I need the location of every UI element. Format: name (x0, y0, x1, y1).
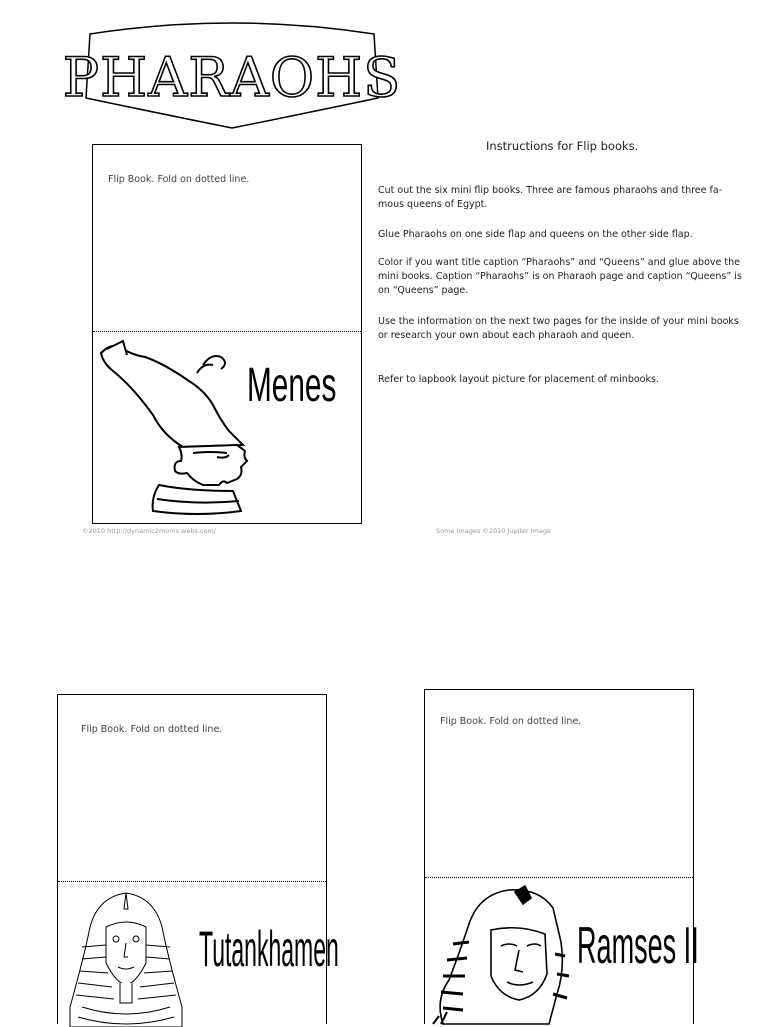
flipbook-card-ramses (424, 689, 699, 1024)
flipbook-note: Flip Book. Fold on dotted line. (81, 724, 223, 735)
fold-line (93, 331, 361, 332)
flipbook-card-tutankhamen (57, 694, 339, 1024)
image-credit: Some Images ©2010 Jupiter Image (436, 527, 552, 535)
instruction-paragraph-4: Use the information on the next two pages for the inside of your mini books or research your own about each pharaoh and queen. (378, 316, 739, 341)
page-title: PHARAOHS (62, 46, 402, 109)
ramses-statue-icon (429, 884, 579, 1024)
flipbook-card-menes (92, 144, 362, 524)
flipbook-note: Flip Book. Fold on dotted line. (108, 174, 250, 185)
tutankhamen-mask-icon (62, 887, 190, 1027)
pharaoh-name-menes: Menes (247, 359, 337, 412)
instructions-heading: Instructions for Flip books. (486, 139, 639, 153)
copyright-credit: ©2010 http://dynamic2moms.webs.com/ (82, 527, 217, 535)
pharaoh-name-ramses: Ramses II (577, 917, 699, 975)
instruction-paragraph-1: Cut out the six mini flip books. Three are famous pharaohs and three fa- mous queens of Egypt. (378, 185, 723, 210)
instruction-paragraph-3: Color if you want title caption “Pharaohs” and “Queens” and glue above the mini books. Caption “Pharaohs” is on Pharaoh page and caption “Queens” is on “Queens” page. (378, 257, 742, 296)
instruction-paragraph-2: Glue Pharaohs on one side flap and queens on the other side flap. (378, 229, 693, 240)
pharaoh-illustration-icon (93, 335, 253, 519)
title-banner (62, 16, 402, 132)
title-banner-shape (62, 16, 402, 132)
flipbook-note: Flip Book. Fold on dotted line. (440, 716, 582, 727)
pharaoh-name-tutankhamen: Tutankhamen (199, 921, 339, 977)
fold-line (58, 881, 326, 882)
instruction-paragraph-5: Refer to lapbook layout picture for placement of minbooks. (378, 374, 659, 385)
fold-line (425, 877, 693, 878)
